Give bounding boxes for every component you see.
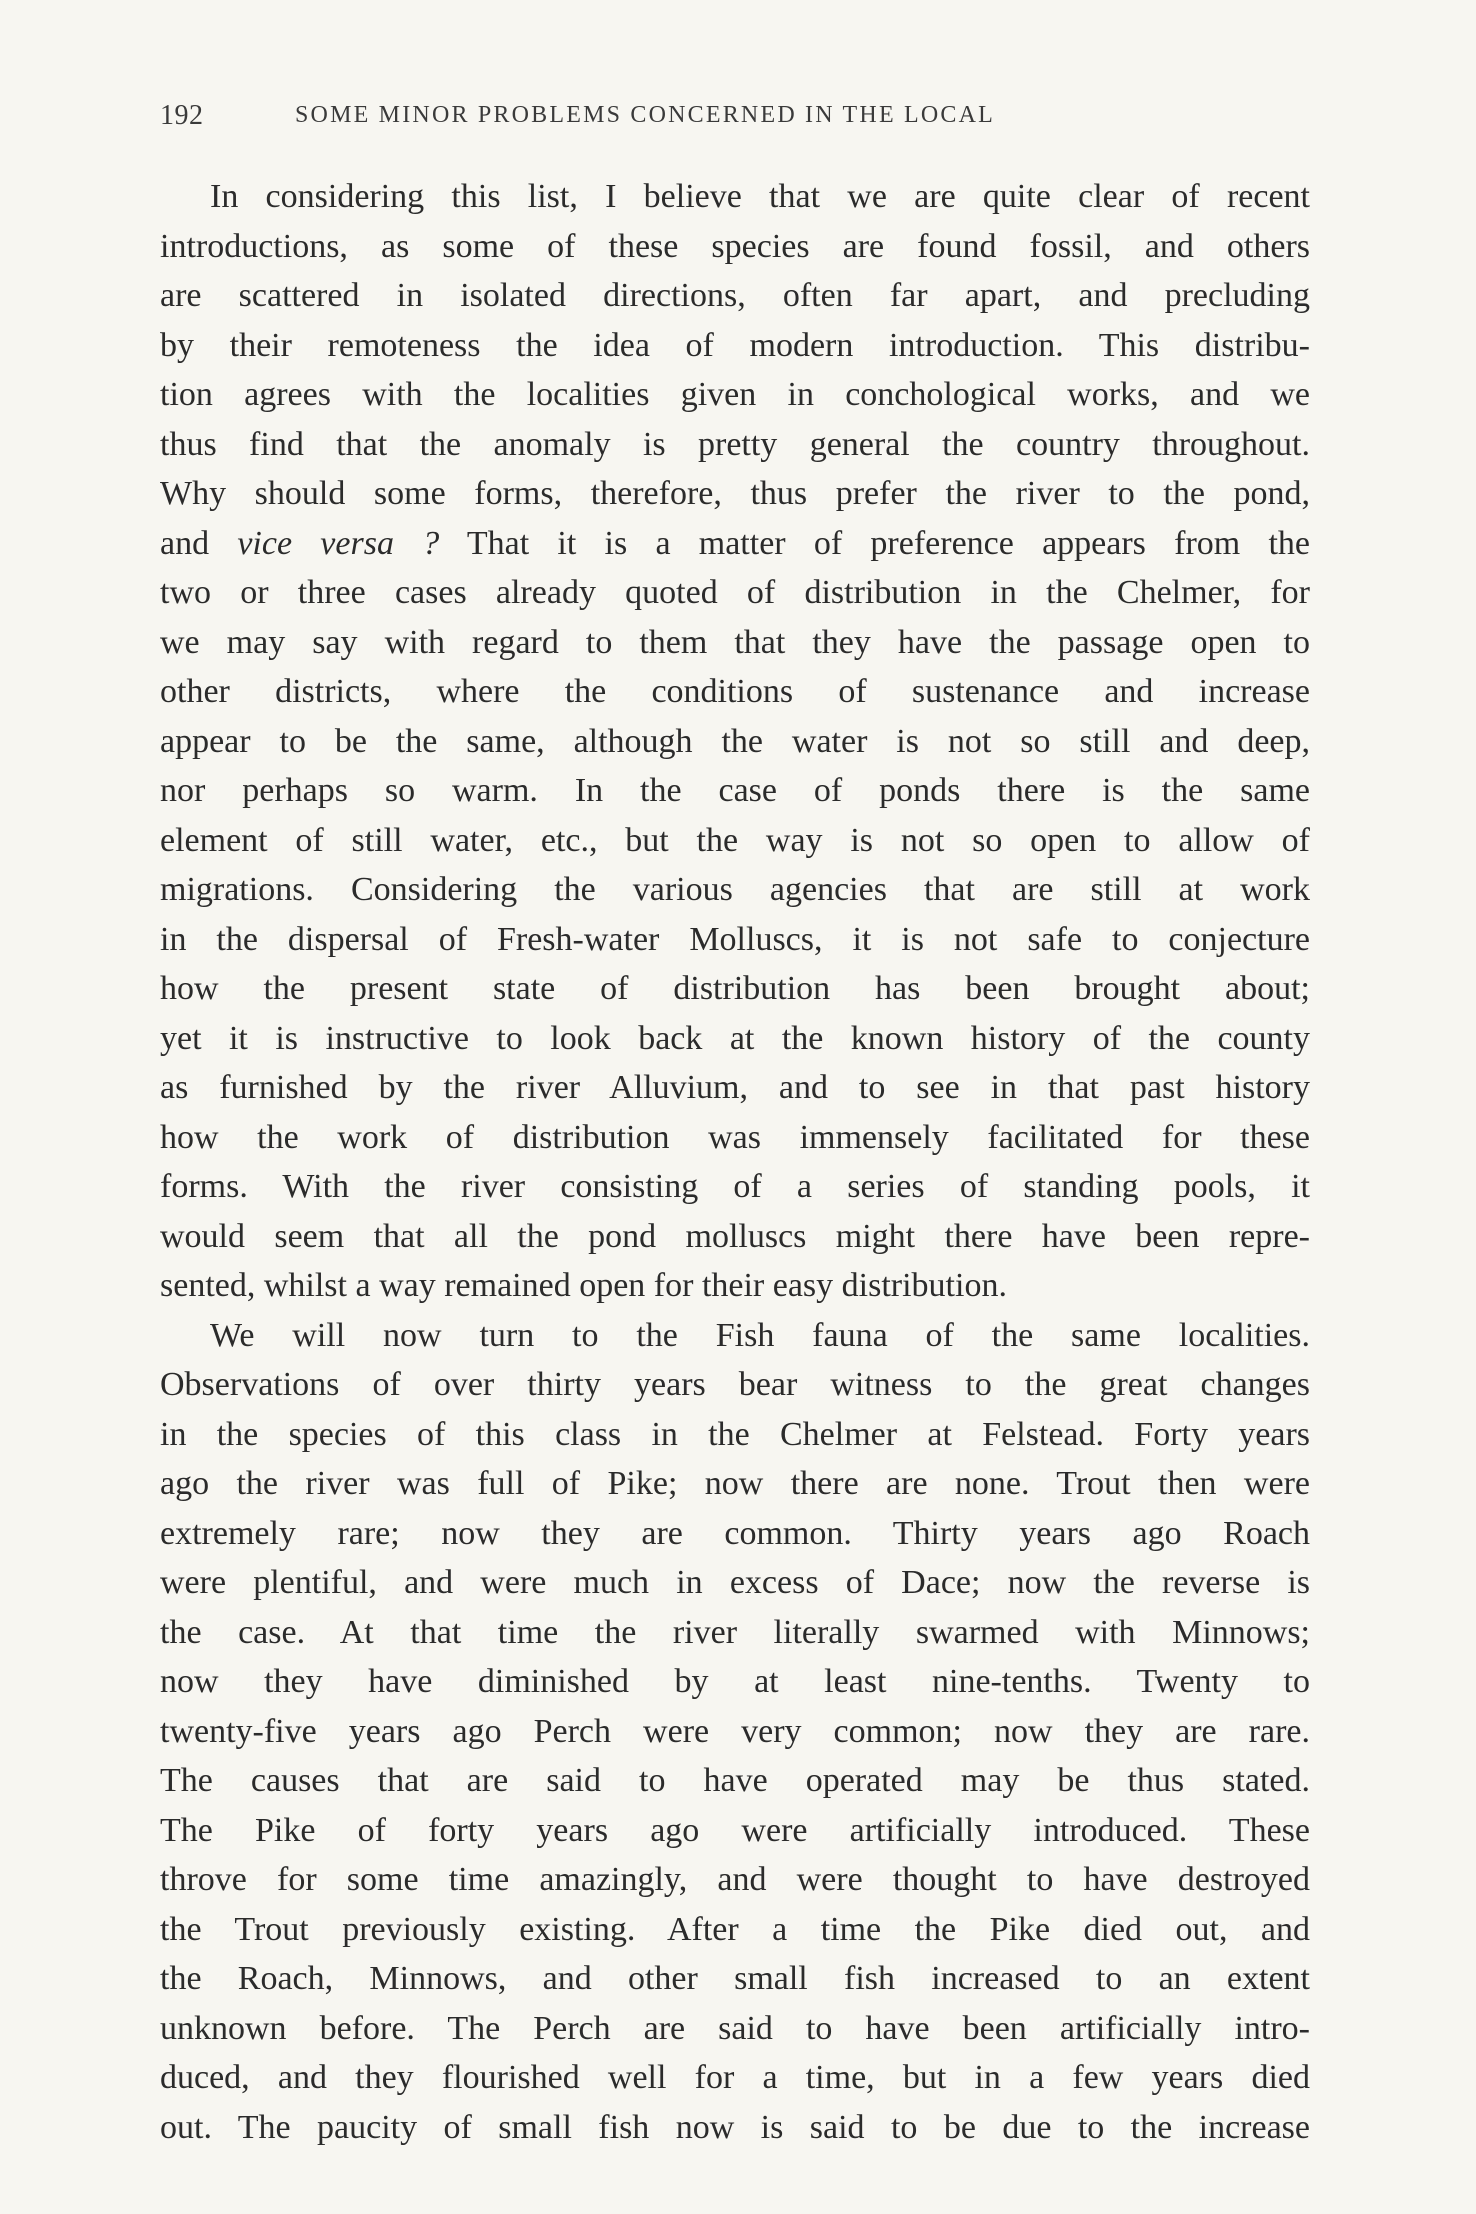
text-line: by their remoteness the idea of modern introduction. This distribu- <box>160 326 1310 364</box>
running-head <box>160 100 1180 140</box>
text-fragment <box>439 525 467 562</box>
text-line: We will now turn to the Fish fauna of the same localities. <box>210 1316 1310 1354</box>
text-line: ago the river was full of Pike; now there are none. Trout then were <box>160 1465 1310 1502</box>
page-number: 192 <box>160 100 204 131</box>
text-line: Observations of over thirty years bear witness to the great changes <box>160 1366 1310 1403</box>
text-line-mixed <box>160 519 1310 569</box>
text-line: in the dispersal of Fresh-water Molluscs, it is not safe to conjecture <box>160 920 1310 958</box>
text-line: out. The paucity of small fish now is said to be due to the increase <box>160 2108 1310 2146</box>
text-line: unknown before. The Perch are said to have been artificially intro- <box>160 2009 1310 2047</box>
text-line: extremely rare; now they are common. Thirty years ago Roach <box>160 1514 1310 1552</box>
text-line: the Roach, Minnows, and other small fish increased to an extent <box>160 1960 1310 1997</box>
body-text <box>160 172 1310 2152</box>
text-line: yet it is instructive to look back at the known history of the county <box>160 1019 1310 1057</box>
text-line: how the present state of distribution has been brought about; <box>160 970 1310 1007</box>
text-line: migrations. Considering the various agencies that are still at work <box>160 871 1310 908</box>
text-line: tion agrees with the localities given in conchological works, and we <box>160 376 1310 413</box>
text-line: as furnished by the river Alluvium, and to see in that past history <box>160 1069 1310 1106</box>
text-line: the Trout previously existing. After a time the Pike died out, and <box>160 1910 1310 1948</box>
text-line: the case. At that time the river literally swarmed with Minnows; <box>160 1613 1310 1651</box>
italic-phrase: vice versa ? <box>237 524 440 562</box>
text-line: two or three cases already quoted of distribution in the Chelmer, for <box>160 574 1310 611</box>
text-line: forms. With the river consisting of a series of standing pools, it <box>160 1168 1310 1205</box>
text-line: throve for some time amazingly, and were thought to have destroyed <box>160 1861 1310 1898</box>
text-fragment: That it is a matter of preference appears from the <box>466 524 1311 562</box>
text-line: Why should some forms, therefore, thus prefer the river to the pond, <box>160 475 1310 512</box>
text-line: duced, and they flourished well for a time, but in a few years died <box>160 2059 1310 2096</box>
text-fragment: and <box>160 524 238 562</box>
text-line: were plentiful, and were much in excess of Dace; now the reverse is <box>160 1564 1310 1601</box>
text-line: The Pike of forty years ago were artificially introduced. These <box>160 1811 1310 1849</box>
text-line: thus find that the anomaly is pretty general the country throughout. <box>160 425 1310 463</box>
text-line: are scattered in isolated directions, often far apart, and precluding <box>160 277 1310 314</box>
text-line: how the work of distribution was immensely facilitated for these <box>160 1118 1310 1156</box>
running-title: SOME MINOR PROBLEMS CONCERNED IN THE LOCAL <box>295 102 995 128</box>
text-line: sented, whilst a way remained open for their easy distribution. <box>160 1267 1007 1304</box>
text-line: twenty-five years ago Perch were very common; now they are rare. <box>160 1712 1310 1750</box>
text-line: now they have diminished by at least nine-tenths. Twenty to <box>160 1663 1310 1700</box>
text-line: would seem that all the pond molluscs might there have been repre- <box>160 1217 1310 1255</box>
text-line: nor perhaps so warm. In the case of ponds there is the same <box>160 772 1310 809</box>
text-line: other districts, where the conditions of sustenance and increase <box>160 673 1310 710</box>
text-line: element of still water, etc., but the way is not so open to allow of <box>160 821 1310 859</box>
text-line: The causes that are said to have operated may be thus stated. <box>160 1762 1310 1799</box>
text-line: appear to be the same, although the water is not so still and deep, <box>160 722 1310 760</box>
text-line: introductions, as some of these species are found fossil, and others <box>160 227 1310 265</box>
text-line: in the species of this class in the Chelmer at Felstead. Forty years <box>160 1415 1310 1453</box>
text-line: we may say with regard to them that they have the passage open to <box>160 623 1310 661</box>
text-line: In considering this list, I believe that we are quite clear of recent <box>210 178 1310 215</box>
